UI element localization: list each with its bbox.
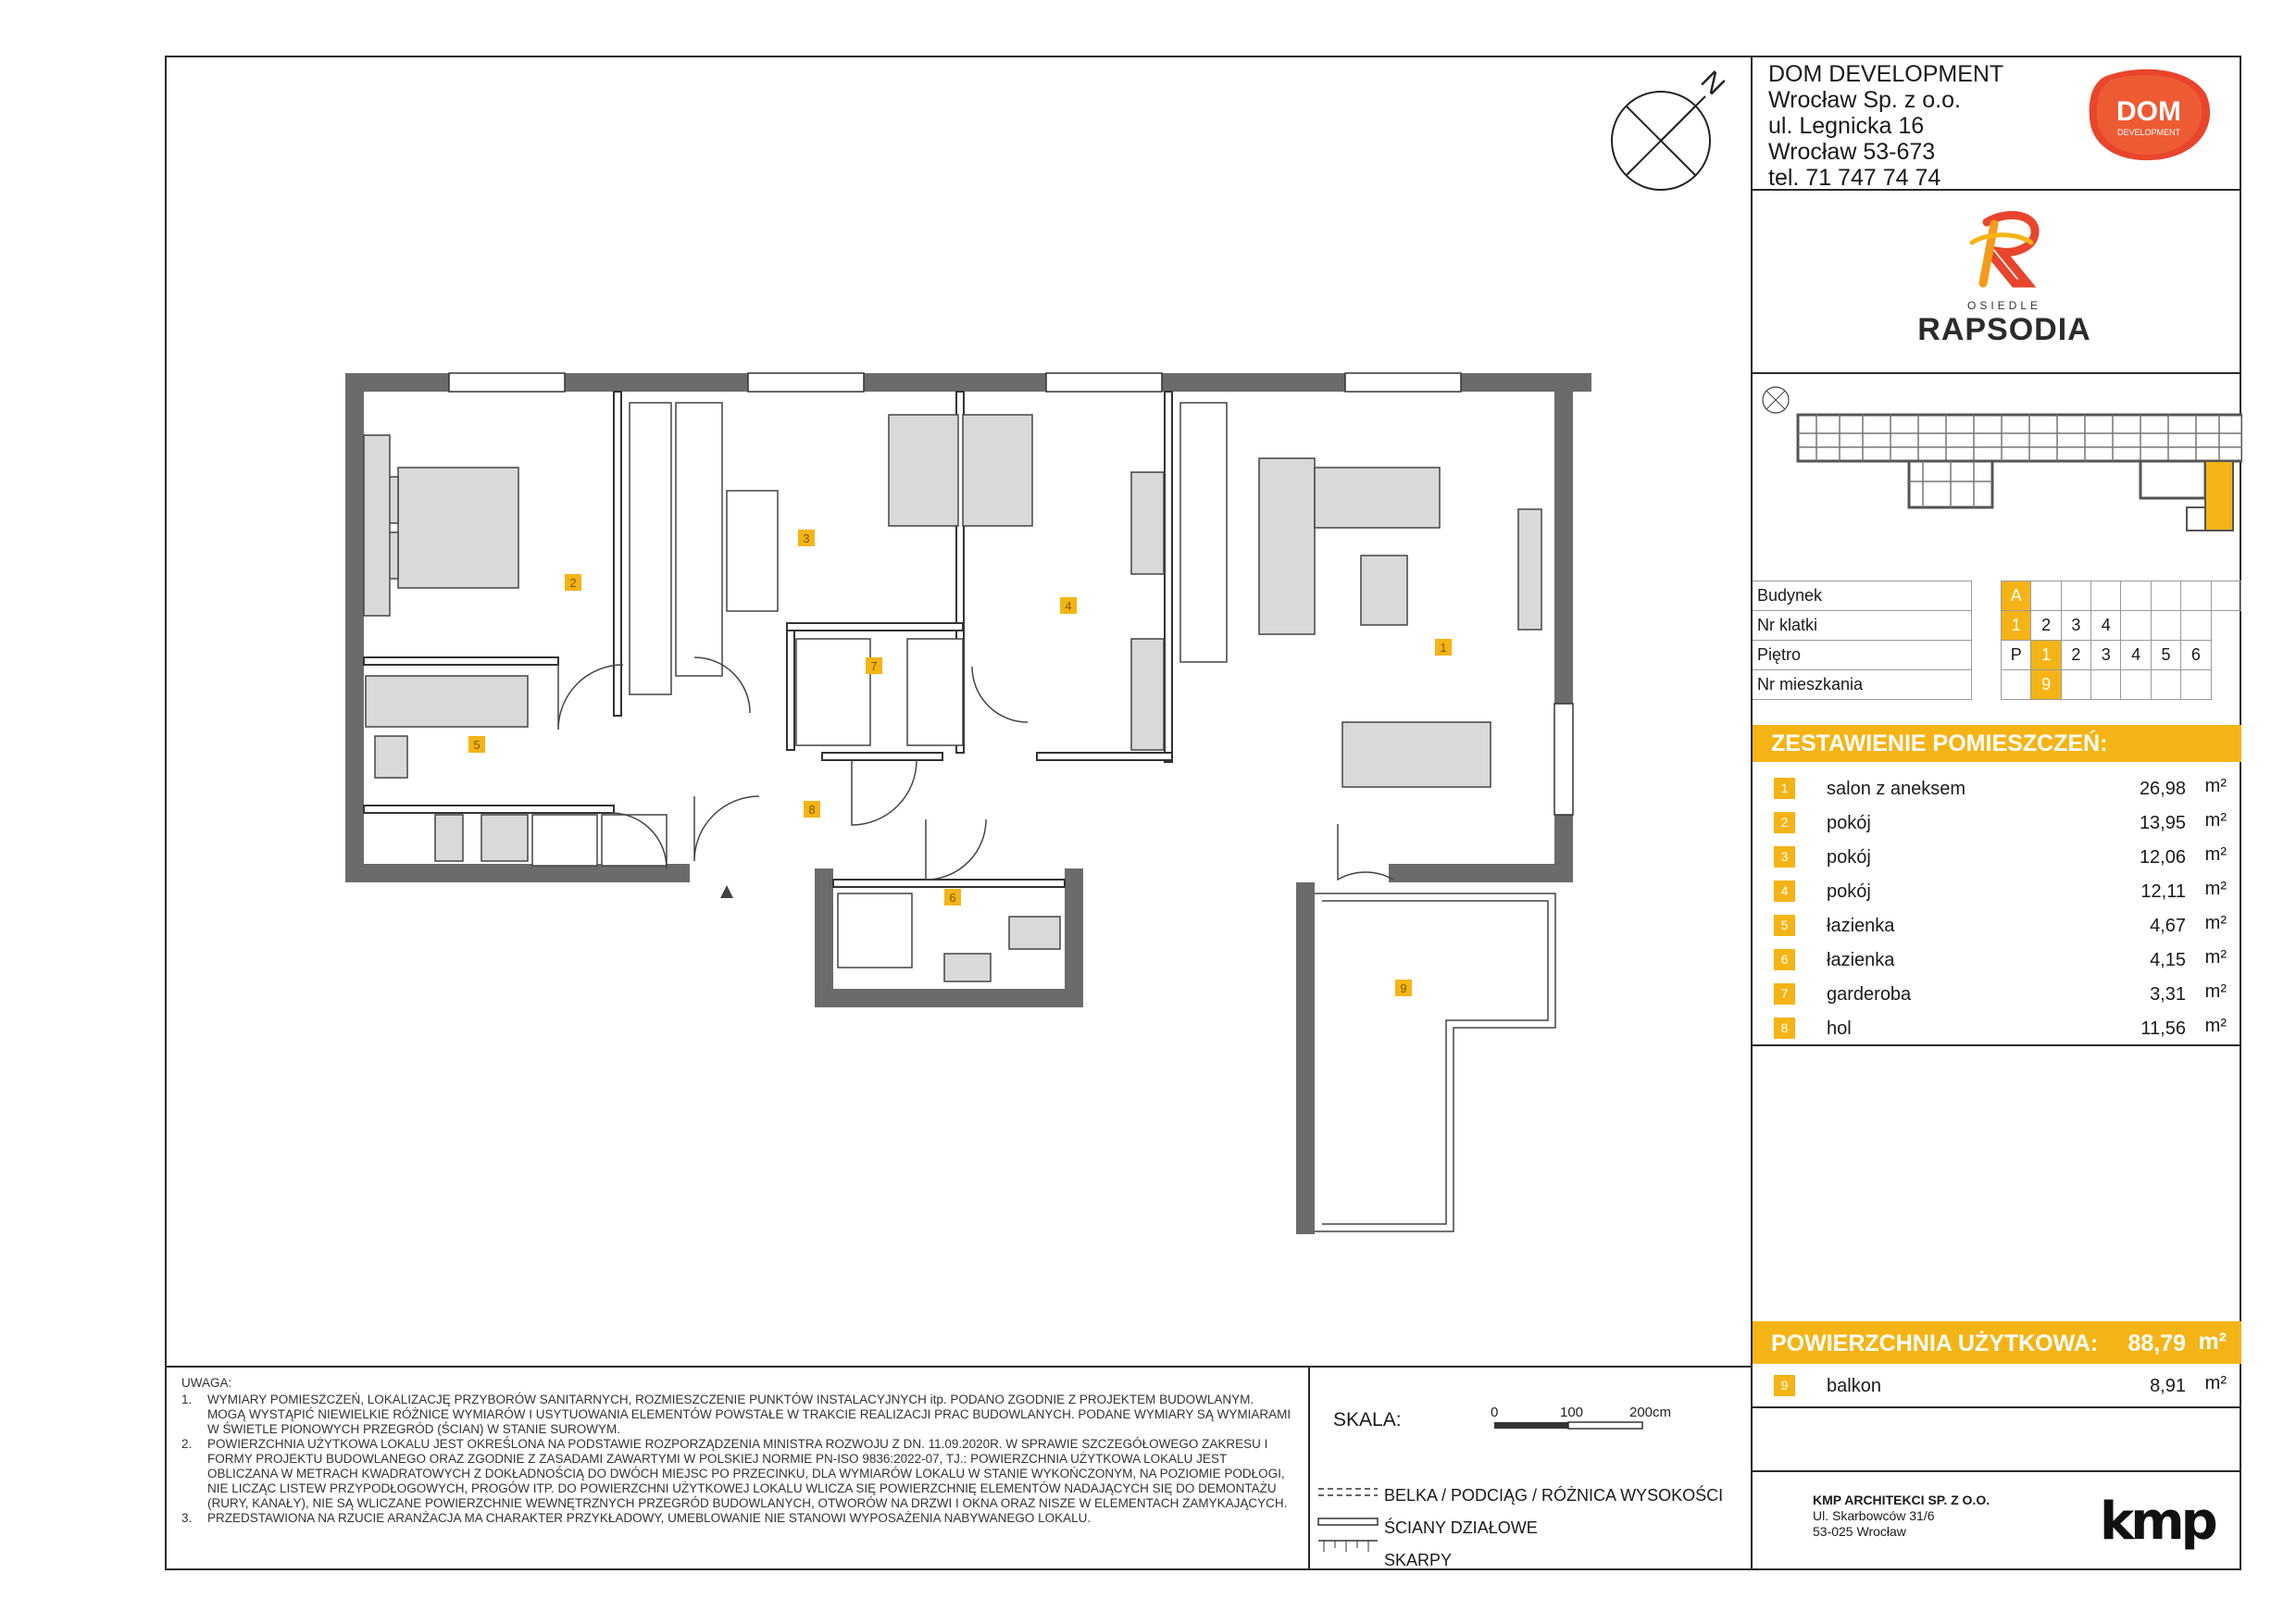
note-number: 2. xyxy=(181,1437,193,1451)
dom-logo-subtext: DEVELOPMENT xyxy=(2116,128,2181,137)
company-phone: tel. 71 747 74 74 xyxy=(1768,165,1941,191)
pietro-5: 5 xyxy=(2151,641,2180,670)
scale-tick-100: 100 xyxy=(1560,1405,1584,1420)
plan-label-7: 7 xyxy=(870,659,878,673)
room-row xyxy=(1753,907,2241,942)
klatka-2: 2 xyxy=(2031,611,2061,641)
label-pietro: Piętro xyxy=(1753,641,1971,670)
room-unit: m² xyxy=(2204,810,2227,831)
interior-partitions xyxy=(364,392,1172,887)
architect-city: 53-025 Wrocław xyxy=(1813,1524,1906,1539)
minimap-compass-icon xyxy=(1763,387,1789,413)
room-number: 3 xyxy=(1774,846,1795,868)
total-area-value: 88,79 xyxy=(2128,1330,2186,1356)
notes-title: UWAGA: xyxy=(181,1376,232,1390)
room-name: pokój xyxy=(1827,813,1871,833)
room-area: 3,31 xyxy=(2150,984,2186,1005)
pietro-1: 1 xyxy=(2031,641,2061,670)
project-logo xyxy=(1898,206,2111,363)
plan-label-4: 4 xyxy=(1065,599,1072,613)
legend-escarp: SKARPY xyxy=(1384,1551,1453,1569)
compass-north-label: N xyxy=(1694,65,1731,102)
kmp-logo: kmp xyxy=(2100,1492,2215,1552)
legend-symbols xyxy=(1315,1480,1381,1563)
budynek-value: A xyxy=(2002,581,2031,611)
pietro-6: 6 xyxy=(2181,641,2211,670)
plan-label-6: 6 xyxy=(949,891,956,905)
dom-logo-text: DOM xyxy=(2116,96,2181,127)
room-row xyxy=(1753,770,2241,805)
room-unit: m² xyxy=(2204,913,2227,933)
klatka-4: 4 xyxy=(2091,611,2121,641)
plan-label-1: 1 xyxy=(1440,641,1447,655)
label-budynek: Budynek xyxy=(1753,581,1971,611)
legend-walls: ŚCIANY DZIAŁOWE xyxy=(1384,1518,1538,1537)
plan-label-8: 8 xyxy=(808,803,816,817)
row-pietro xyxy=(1753,641,2241,670)
balcony-name: balkon xyxy=(1827,1376,1881,1396)
room-name: salon z aneksem xyxy=(1827,779,1966,799)
room-unit: m² xyxy=(2204,776,2227,796)
room-area: 26,98 xyxy=(2139,779,2186,799)
total-area-unit: m² xyxy=(2198,1329,2227,1355)
label-mieszkanie: Nr mieszkania xyxy=(1753,670,1971,700)
scale-label: SKALA: xyxy=(1333,1409,1402,1430)
plan-label-5: 5 xyxy=(473,738,480,752)
room-number: 6 xyxy=(1774,949,1795,970)
room-area: 12,11 xyxy=(2140,881,2186,902)
room-name: garderoba xyxy=(1827,984,1912,1005)
rapsodia-emblem xyxy=(1898,206,2111,298)
row-budynek xyxy=(1753,581,2241,611)
balcony-number: 9 xyxy=(1774,1375,1795,1396)
note-text: PRZEDSTAWIONA NA RZUCIE ARANŻACJA MA CHARAKTER PRZYKŁADOWY, UMEBLOWANIE NIE STANOWI WYPOSAŻENIA NABYWANEGO LOKALU. xyxy=(207,1511,1092,1525)
location-table xyxy=(1753,581,2241,700)
note-number: 1. xyxy=(181,1393,193,1406)
room-number: 7 xyxy=(1774,983,1795,1005)
architect-name: KMP ARCHITEKCI SP. Z O.O. xyxy=(1813,1493,1990,1507)
row-mieszkanie xyxy=(1753,670,2241,700)
row-klatka xyxy=(1753,611,2241,641)
architect-info xyxy=(1813,1493,1990,1540)
room-row xyxy=(1753,873,2241,907)
room-number: 2 xyxy=(1774,812,1795,833)
room-name: łazienka xyxy=(1827,950,1895,970)
entrance-marker xyxy=(720,885,733,898)
room-name: pokój xyxy=(1827,881,1871,902)
building-minimap xyxy=(1761,378,2242,576)
architect-divider xyxy=(1751,1470,2241,1472)
room-unit: m² xyxy=(2204,844,2227,865)
note-item xyxy=(181,1393,1292,1437)
balcony-area: 8,91 xyxy=(2150,1376,2186,1396)
compass-icon xyxy=(1611,59,1731,198)
company-line2: Wrocław Sp. z o.o. xyxy=(1768,87,1961,113)
room-number: 5 xyxy=(1774,915,1795,936)
room-unit: m² xyxy=(2204,947,2227,968)
balcony-unit: m² xyxy=(2204,1373,2227,1393)
mieszkanie-value: 9 xyxy=(2031,670,2061,700)
notes xyxy=(181,1376,1292,1526)
rooms-header: ZESTAWIENIE POMIESZCZEŃ: xyxy=(1753,725,2241,762)
rooms-list-end xyxy=(1753,1044,2241,1046)
room-name: pokój xyxy=(1827,847,1871,868)
room-unit: m² xyxy=(2204,981,2227,1002)
room-name: hol xyxy=(1827,1018,1852,1039)
balcony-divider xyxy=(1751,1406,2241,1408)
plan-label-9: 9 xyxy=(1400,981,1407,995)
floor-plan xyxy=(333,361,1592,1250)
note-text: WYMIARY POMIESZCZEŃ, LOKALIZACJĘ PRZYBORÓW SANITARNYCH, ROZMIESZCZENIE PUNKTÓW INSTALACYJNYCH itp. PODANO ZGODNIE Z PROJEKTEM BUDOWLANYM. MOGĄ WYSTĄPIĆ NIEWIELKIE RÓŻNICE WYMIARÓW I USYTUOWANIA ELEMENTÓW POWSTAŁE W TRAKCIE REALIZACJI PRAC BUDOWLANYCH. PODANE WYMIARY SĄ WYMIARAMI W ŚWIETLE PIONOWYCH PRZEGRÓD (ŚCIAN) W STANIE SUROWYM. xyxy=(207,1393,1292,1436)
plan-label-2: 2 xyxy=(569,576,577,590)
architect-street: Ul. Skarbowców 31/6 xyxy=(1813,1508,1935,1523)
pietro-p: P xyxy=(2002,641,2031,670)
company-name: DOM DEVELOPMENT xyxy=(1768,61,2004,87)
note-number: 3. xyxy=(181,1511,193,1525)
company-city: Wrocław 53-673 xyxy=(1768,139,1936,165)
dom-development-logo xyxy=(2088,67,2214,163)
balcony-outline xyxy=(1315,893,1555,1231)
notes-divider xyxy=(165,1366,1751,1368)
note-text: POWIERZCHNIA UŻYTKOWA LOKALU JEST OKREŚLONA NA PODSTAWIE ROZPORZĄDZENIA MINISTRA ROZWOJU Z DN. 11.09.2020R. W SPRAWIE SZCZEGÓŁOWEGO ZAKRESU I FORMY PROJEKTU BUDOWLANEGO ORAZ ZGODNIE Z ZASADAMI ZAWARTYMI W POLSKIEJ NORMIE PN-ISO 9836:2022-07, TJ.: POWIERZCHNIA UŻYTKOWA LOKALU JEST OBLICZANA W METRACH KWADRATOWYCH Z DOKŁADNOŚCIĄ DO DWÓCH MIEJSC PO PRZECINKU, DLA WYMIARÓW LOKALU W STANIE WYKOŃCZONYM, NA POZIOMIE PODŁOGI, NIE LICZĄC LISTEW PRZYPODŁOGOWYCH, PROGÓW ITP. DO POWIERZCHNI UŻYTKOWEJ LOKALU WLICZA SIĘ POWIERZCHNIĘ ELEMENTÓW NADAJĄCYCH SIĘ DO DEMONTAŻU (RURY, KANAŁY), NIE SĄ WLICZANE POWIERZCHNIE WEWNĘTRZNYCH PRZEGRÓD BUDOWLANYCH, OTWORÓW NA DRZWI I OKNA ORAZ NISZE W ELEMENTACH ZAMYKAJĄCYCH. xyxy=(207,1437,1288,1510)
note-item xyxy=(181,1437,1292,1511)
total-area-bar xyxy=(1753,1321,2241,1364)
project-prefix: OSIEDLE xyxy=(1966,299,2042,312)
room-number: 8 xyxy=(1774,1018,1795,1039)
total-area-label: POWIERZCHNIA UŻYTKOWA: xyxy=(1771,1330,2099,1356)
room-number: 1 xyxy=(1774,778,1795,799)
room-row xyxy=(1753,1010,2241,1044)
room-unit: m² xyxy=(2204,879,2227,899)
label-klatka: Nr klatki xyxy=(1753,611,1971,641)
room-row xyxy=(1753,839,2241,873)
balcony-row xyxy=(1753,1368,2241,1402)
note-item xyxy=(181,1511,1292,1526)
pietro-2: 2 xyxy=(2061,641,2090,670)
room-row xyxy=(1753,942,2241,976)
room-row xyxy=(1753,805,2241,839)
pietro-4: 4 xyxy=(2121,641,2151,670)
room-unit: m² xyxy=(2204,1016,2227,1036)
company-address: ul. Legnicka 16 xyxy=(1768,113,1925,139)
room-number: 4 xyxy=(1774,881,1795,902)
legend-beam: BELKA / PODCIĄG / RÓŻNICA WYSOKOŚCI xyxy=(1384,1486,1724,1505)
project-divider xyxy=(1751,372,2241,374)
plan-label-3: 3 xyxy=(803,531,810,545)
scale-divider xyxy=(1308,1366,1310,1570)
klatka-3: 3 xyxy=(2061,611,2090,641)
doors xyxy=(558,657,1393,880)
klatka-1: 1 xyxy=(2002,611,2031,641)
company-info xyxy=(1768,61,2003,191)
pietro-3: 3 xyxy=(2091,641,2121,670)
project-name: RAPSODIA xyxy=(1917,312,2091,347)
scale-tick-200: 200cm xyxy=(1629,1405,1672,1420)
room-area: 12,06 xyxy=(2139,847,2186,868)
room-area: 4,67 xyxy=(2150,916,2186,936)
room-area: 11,56 xyxy=(2140,1018,2186,1039)
scale-bar xyxy=(1481,1404,1685,1441)
room-area: 13,95 xyxy=(2139,813,2186,833)
room-name: łazienka xyxy=(1827,916,1895,936)
room-row xyxy=(1753,976,2241,1010)
scale-tick-0: 0 xyxy=(1491,1405,1499,1420)
room-area: 4,15 xyxy=(2150,950,2186,970)
